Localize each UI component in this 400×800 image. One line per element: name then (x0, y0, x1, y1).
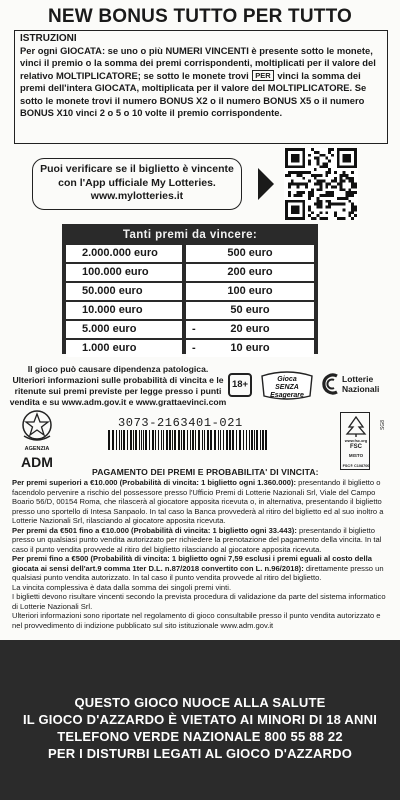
gioca-senza-esagerare-logo (258, 370, 316, 400)
footer-line-2: IL GIOCO D'AZZARDO È VIETATO AI MINORI DI 18 ANNI (22, 712, 378, 727)
instructions-heading: ISTRUZIONI (20, 33, 77, 44)
prize-amount-left: 1.000 euro (66, 340, 182, 357)
per-badge: PER (252, 70, 273, 81)
fsc-code: FSC® C108700 (342, 464, 370, 468)
payment-paragraph-5: I biglietti devono risultare vincenti secondo la prevista procedura di validazione da parte del sistema informatico di Lotterie Nazionali Srl. (12, 592, 386, 611)
payment-title: PAGAMENTO DEI PREMI E PROBABILITA' DI VINCITA: (92, 467, 319, 477)
lotterie-line-1: Lotterie (342, 374, 374, 384)
fsc-tree-icon (341, 415, 371, 437)
footer-line-4: PER I DISTURBI LEGATI AL GIOCO D'AZZARDO (47, 746, 353, 761)
prize-amount-left: 10.000 euro (66, 302, 182, 319)
fsc-certification-box (340, 412, 370, 470)
adm-logo-text: ADM (21, 454, 53, 470)
prize-amount-left: 5.000 euro (66, 321, 182, 338)
prize-amount-left: 2.000.000 euro (66, 245, 182, 262)
age-restriction-badge: 18+ (228, 373, 252, 397)
payment-paragraph-4: La vincita complessiva è data dalla somma dei singoli premi vinti. (12, 582, 232, 592)
verify-box (32, 158, 242, 210)
prize-amount-right-cell (186, 264, 314, 281)
prize-row (66, 302, 314, 319)
prize-amount-right: 500 euro (227, 247, 273, 259)
prize-table-heading: Tanti premi da vincere: (122, 229, 258, 241)
prize-amount-right: 10 euro (230, 342, 270, 354)
prize-amount-right: 100 euro (227, 285, 273, 297)
lotterie-c-icon (322, 372, 340, 396)
prize-amount-left: 50.000 euro (66, 283, 182, 300)
health-warning-footer (0, 640, 400, 800)
prize-row (66, 283, 314, 300)
prize-row (66, 340, 314, 357)
verify-url[interactable]: www.mylotteries.it (90, 190, 184, 202)
page-title: NEW BONUS TUTTO PER TUTTO (47, 6, 353, 27)
warning-line-4: vendita e su www.adm.gov.it e www.grattaevinci.com (9, 397, 227, 407)
payment-p2-head: Per premi da €501 fino a €10.000 (Probabilità di vincita: 1 biglietto ogni 33.443): (12, 525, 297, 535)
gioca-line-1: Gioca (277, 376, 297, 383)
fsc-site: www.fsc.org (344, 439, 368, 443)
ticket-serial-number: 3073-2163401-021 (118, 416, 243, 430)
prize-table (62, 224, 318, 354)
verify-line-2: con l'App ufficiale My Lotteries. (58, 176, 216, 189)
prize-row (66, 321, 314, 338)
instructions-text (20, 45, 382, 119)
payment-p1-head: Per premi superiori a €10.000 (Probabilità di vincita: 1 biglietto ogni 1.360.000): (12, 478, 297, 487)
gioca-line-2: SENZA (275, 384, 299, 391)
payment-paragraph-6: Ulteriori informazioni sono riportate nel regolamento di gioco consultabile presso il punto vendita autorizzato e nel provvedimento di indizione pubblicato sul sito istituzionale www.adm.gov.it (12, 611, 381, 630)
qr-code-icon[interactable] (284, 148, 358, 220)
gambling-warning (6, 364, 230, 408)
payment-p3-head: Per premi fino a €500 (Probabilità di vincita: 1 biglietto ogni 7,59 esclusi i premi eguali al costo della giocata ai sensi dell'art.9 comma 1ter D.L. n.87/2018 convertito con L. n.96/2018): (12, 554, 372, 573)
payment-paragraph-2 (12, 526, 392, 555)
italian-emblem-icon (20, 408, 54, 444)
instructions-part-2: vinci la somma dei premi dell'intera GIOCATA, moltiplicata per il valore del MOLTIPLICATORE. Se sotto le monete trovi il numero BONUS X2 o il numero BONUS X5 o il numero BONUS X10 vinci 2 o 5 o 10 volte il premio corrispondente. (20, 69, 367, 119)
payment-paragraph-3 (12, 554, 392, 583)
lotterie-text (342, 374, 379, 394)
fsc-mix: MISTO (348, 453, 364, 458)
payment-p3-text: direttamente presso un qualsiasi punto vendita autorizzato. In tal caso il punto vendita provvede al ritiro del biglietto. (12, 563, 384, 582)
payment-p1-text: presentando il biglietto o facendolo pervenire a rischio del possessore presso l'Ufficio Premi di Lotterie Nazionali Srl, Viale del Campo Boario 56/D, 00154 Roma, che rilascerà al giocatore apposita ricevuta o, in alternativa, presentando il biglietto presso uno sportello di Intesa Sanpaolo. In tal caso la Banca provvederà al ritiro del biglietto ed al suo inoltro a Lotterie Nazionali Srl, rilasciando al giocatore apposita ricevuta. (12, 478, 384, 525)
payment-body (12, 478, 392, 630)
barcode-icon (108, 430, 270, 450)
adm-agency-label: AGENZIA (24, 446, 50, 452)
prize-dash: - (192, 323, 196, 335)
prize-amount-right: 20 euro (230, 323, 270, 335)
prize-amount-left: 100.000 euro (66, 264, 182, 281)
prize-row (66, 264, 314, 281)
verify-line-1: Puoi verificare se il biglietto è vincente (40, 163, 234, 175)
prize-row (66, 245, 314, 262)
arrow-right-icon (258, 168, 274, 200)
prize-amount-right: 50 euro (230, 304, 270, 316)
warning-line-1: Il gioco può causare dipendenza patologica. (27, 364, 209, 374)
prize-amount-right-cell (186, 302, 314, 319)
prize-amount-right-cell (186, 283, 314, 300)
payment-p2-text: presentando il biglietto presso un qualsiasi punto vendita autorizzato per richiedere la prenotazione del pagamento della vincita. In tal caso il punto vendita provvede al ritiro del biglietto rilasciando al giocatore apposita ricevuta. (12, 525, 382, 554)
gioca-line-3: Esagerare (270, 392, 304, 399)
footer-line-1: QUESTO GIOCO NUOCE ALLA SALUTE (74, 695, 326, 710)
footer-line-3: TELEFONO VERDE NAZIONALE 800 55 88 22 (57, 729, 343, 744)
fsc-brand: FSC (350, 444, 362, 450)
prize-amount-right-cell (186, 340, 314, 357)
payment-paragraph-1 (12, 478, 392, 526)
lotterie-nazionali-logo (322, 372, 394, 398)
warning-line-3: ritenute sui premi previste per legge presso i punti (14, 386, 222, 396)
prize-dash: - (192, 342, 196, 354)
instructions-box (14, 30, 388, 144)
instructions-part-1: Per ogni GIOCATA: se uno o più NUMERI VINCENTI è presente sotto le monete, vinci il premio o la somma dei premi corrispondenti, moltiplicati per il valore del relativo MOLTIPLICATORE; se sotto le monete trovi (20, 45, 376, 81)
lotterie-line-2: Nazionali (342, 384, 380, 394)
prize-amount-right-cell (186, 321, 314, 338)
print-code: SG8 (380, 420, 386, 431)
warning-line-2: Ulteriori informazioni sulle probabilità di vincita e le (12, 375, 224, 385)
prize-amount-right-cell (186, 245, 314, 262)
prize-amount-right: 200 euro (227, 266, 273, 278)
